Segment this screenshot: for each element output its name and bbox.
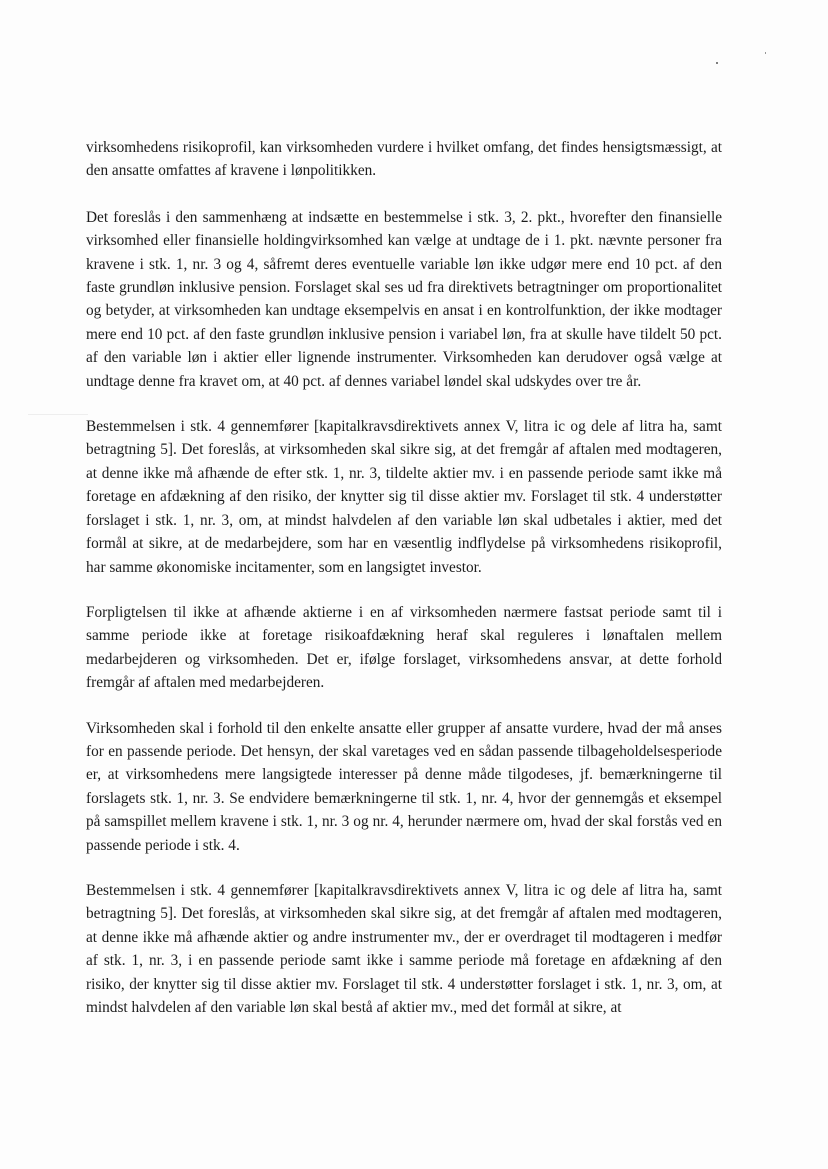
document-body — [86, 136, 722, 1019]
scan-artifact — [28, 414, 88, 415]
scan-speck — [716, 62, 718, 64]
paragraph: Virksomheden skal i forhold til den enkelte ansatte eller grupper af ansatte vurdere, hvad der må anses for en passende periode. Det hensyn, der skal varetages ved en sådan passende tilbageholdelsesperiode er, at virksomhedens mere langsigtede interesser på denne måde tilgodeses, jf. bemærkningerne til forslagets stk. 1, nr. 3. Se endvidere bemærkningerne til stk. 1, nr. 4, hvor der gennemgås et eksempel på samspillet mellem kravene i stk. 1, nr. 3 og nr. 4, herunder nærmere om, hvad der skal forstås ved en passende periode i stk. 4. — [86, 719, 722, 854]
paragraph: Forpligtelsen til ikke at afhænde aktierne i en af virksomheden nærmere fastsat periode samt til i samme periode ikke at foretage risikoafdækning heraf skal reguleres i lønaftalen mellem medarbejderen og virksomheden. Det er, ifølge forslaget, virksomhedens ansvar, at dette forhold fremgår af aftalen med medarbejderen. — [86, 603, 722, 692]
paragraph: Bestemmelsen i stk. 4 gennemfører [kapitalkravsdirektivets annex V, litra ic og dele af litra ha, samt betragtning 5]. Det foreslås, at virksomheden skal sikre sig, at det fremgår af aftalen med modtageren, at denne ikke må afhænde aktier og andre instrumenter mv., der er overdraget til modtageren i medfør af stk. 1, nr. 3, i en passende periode samt ikke i samme periode må foretage en afdækning af den risiko, der knytter sig til disse aktier mv. Forslaget til stk. 4 understøtter forslaget i stk. 1, nr. 3, om, at mindst halvdelen af den variable løn skal bestå af aktier mv., med det formål at sikre, at — [86, 881, 722, 1016]
paragraph: virksomhedens risikoprofil, kan virksomheden vurdere i hvilket omfang, det findes hensigtsmæssigt, at den ansatte omfattes af kravene i lønpolitikken. — [86, 139, 722, 180]
paragraph: Bestemmelsen i stk. 4 gennemfører [kapitalkravsdirektivets annex V, litra ic og dele af litra ha, samt betragtning 5]. Det foreslås, at virksomheden skal sikre sig, at det fremgår af aftalen med modtageren, at denne ikke må afhænde de efter stk. 1, nr. 3, tildelte aktier mv. i en passende periode samt ikke må foretage en afdækning af den risiko, der knytter sig til disse aktier mv. Forslaget til stk. 4 understøtter forslaget i stk. 1, nr. 3, om, at mindst halvdelen af den variable løn skal udbetales i aktier, med det formål at sikre, at de medarbejdere, som har en væsentlig indflydelse på virksomhedens risikoprofil, har samme økonomiske incitamenter, som en langsigtet investor. — [86, 418, 722, 576]
scan-speck — [765, 52, 766, 54]
paragraph: Det foreslås i den sammenhæng at indsætte en bestemmelse i stk. 3, 2. pkt., hvorefter den finansielle virksomhed eller finansielle holdingvirksomhed kan vælge at undtage de i 1. pkt. nævnte personer fra kravene i stk. 1, nr. 3 og 4, såfremt deres eventuelle variable løn ikke udgør mere end 10 pct. af den faste grundløn inklusive pension. Forslaget skal ses ud fra direktivets betragtninger om proportionalitet og betyder, at virksomheden kan undtage eksempelvis en ansat i en kontrolfunktion, der ikke modtager mere end 10 pct. af den faste grundløn inklusive pension i variabel løn, fra at skulle have tildelt 50 pct. af den variable løn i aktier eller lignende instrumenter. Virksomheden kan derudover også vælge at undtage denne fra kravet om, at 40 pct. af dennes variabel løndel skal udskydes over tre år. — [86, 208, 722, 390]
